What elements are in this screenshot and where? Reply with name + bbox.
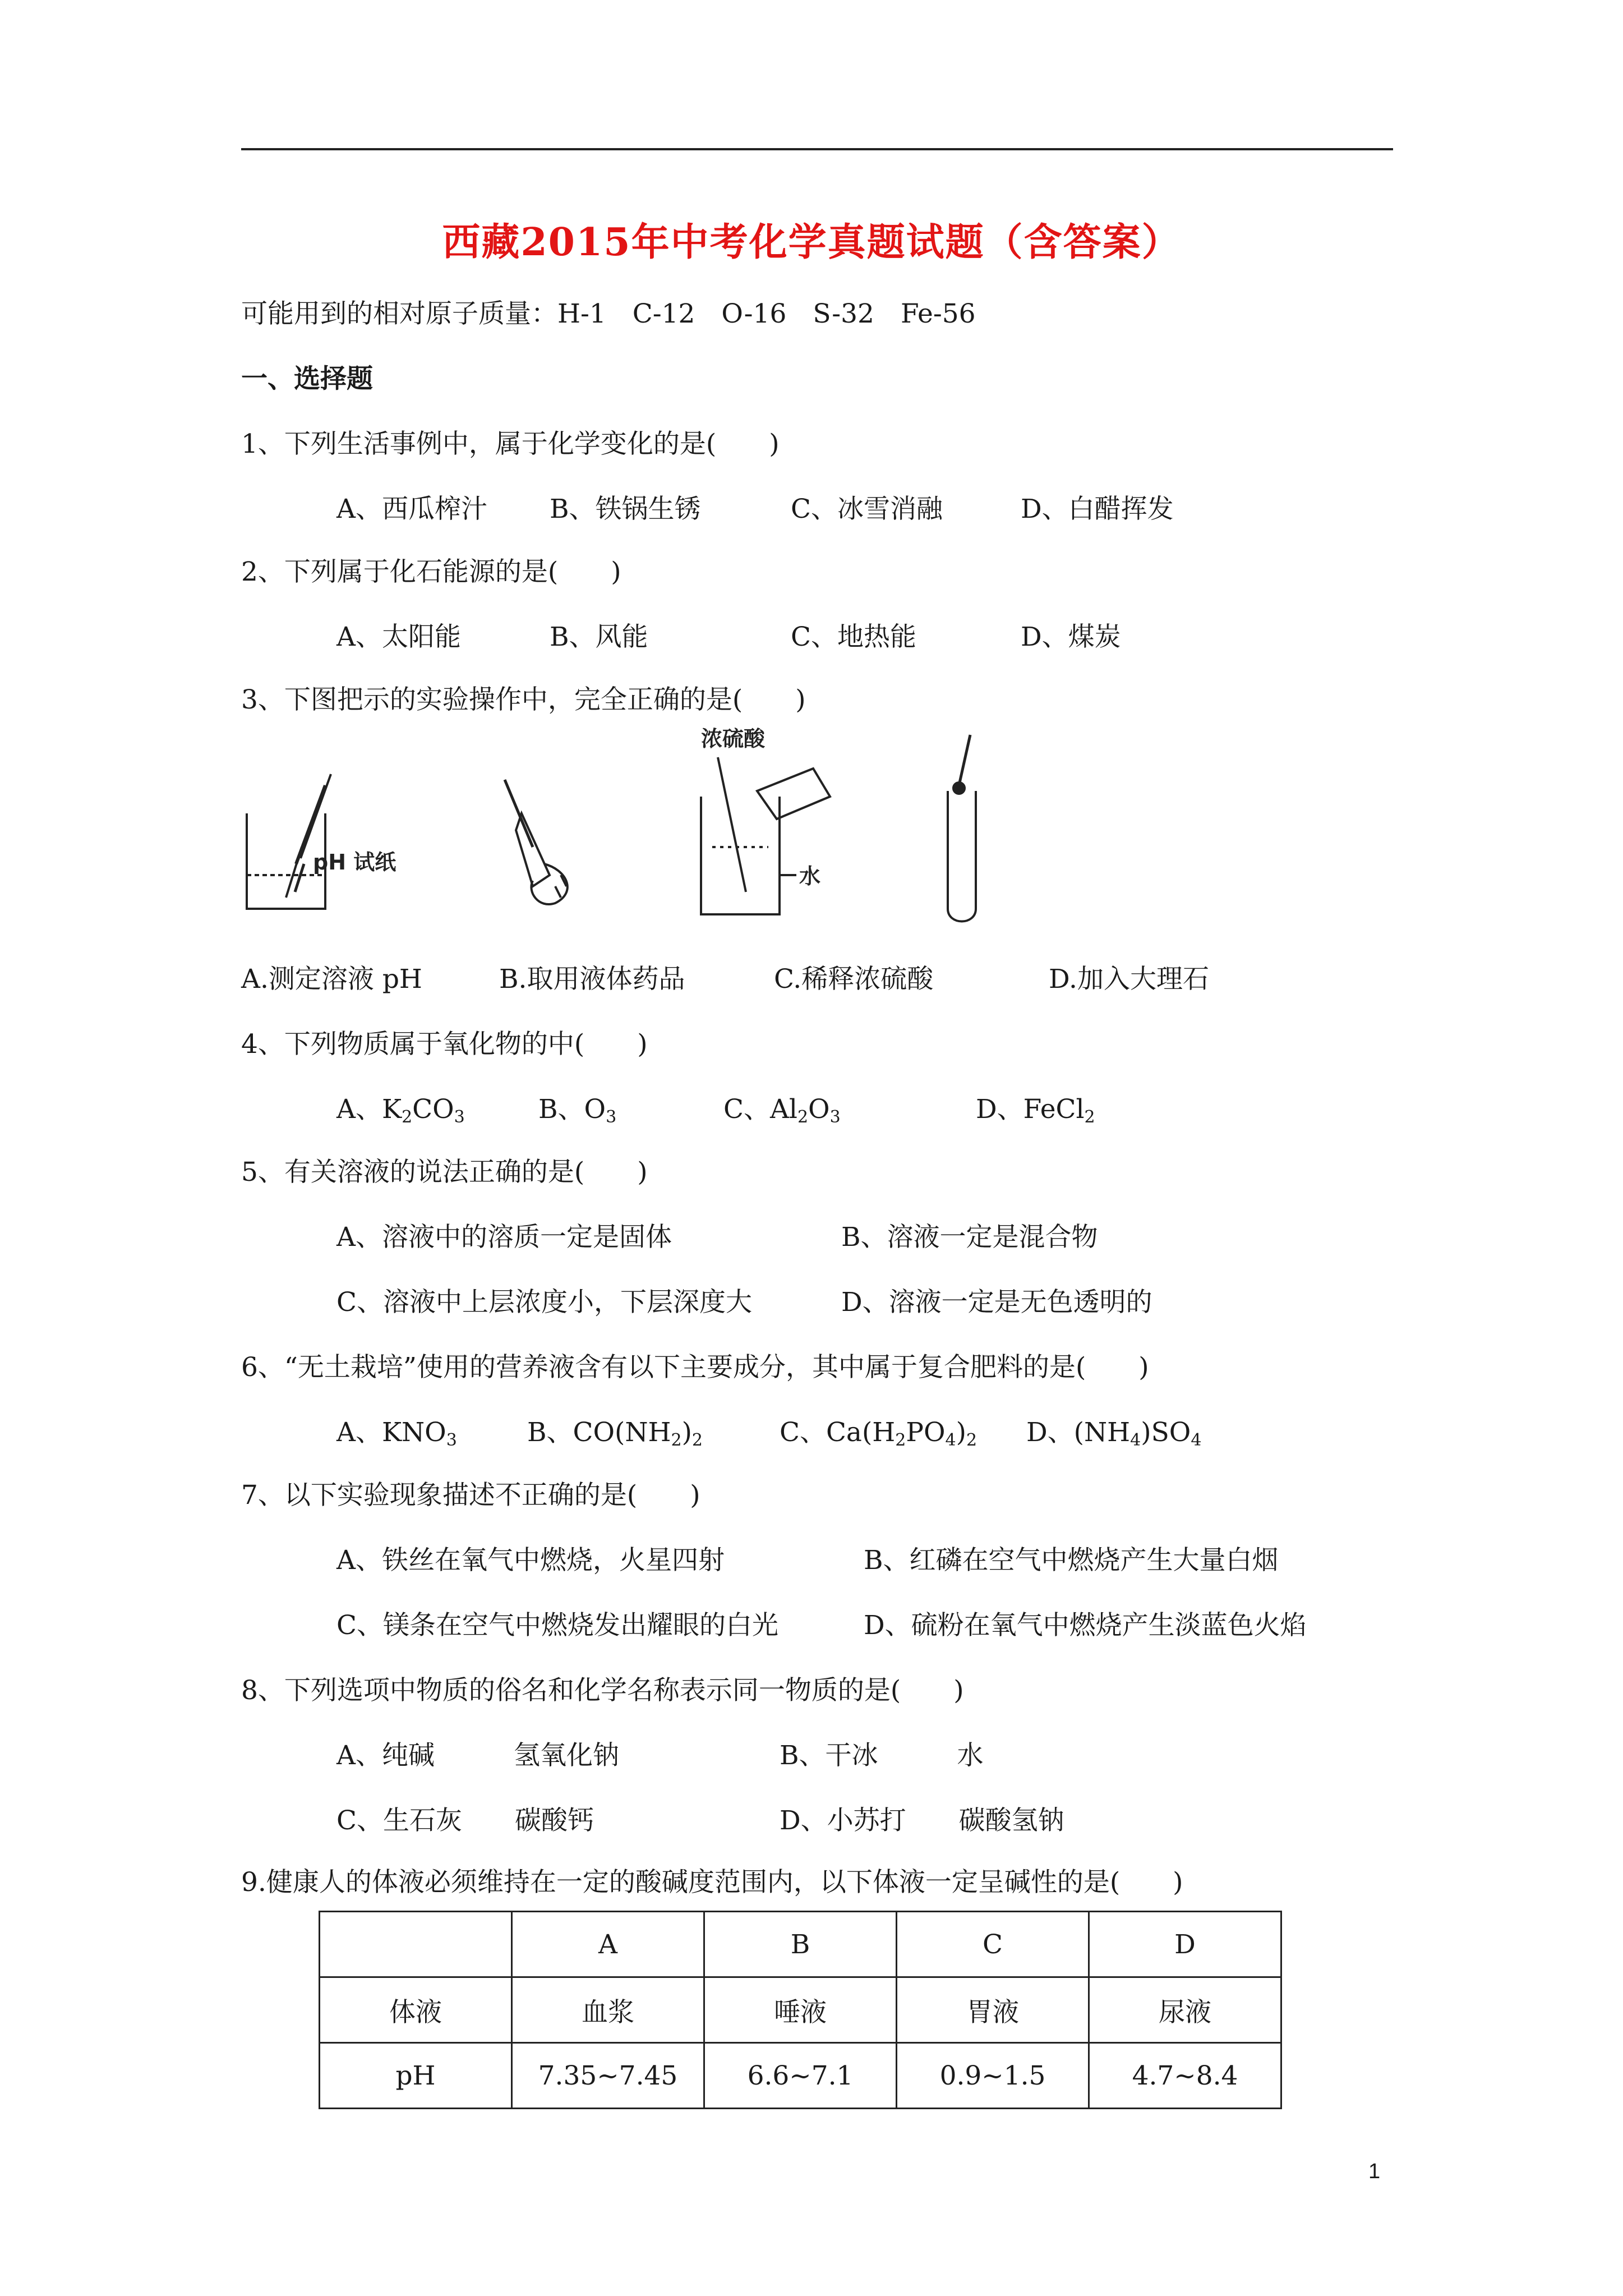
table-cell: 体液 [320, 1977, 512, 2043]
question-8-option-a: A、纯碱 氢氧化钠 [336, 1740, 619, 1771]
table-cell: C [897, 1912, 1089, 1977]
question-1-option-c: C、冰雪消融 [791, 494, 943, 524]
question-6-option-d: D、$(NH_4)SO_4$ [1026, 1417, 1202, 1450]
table-cell: 胃液 [897, 1977, 1089, 2043]
question-3-option-a: A.测定溶液 pH [241, 964, 422, 995]
question-2-option-c: C、地热能 [791, 622, 916, 652]
table-cell: D [1089, 1912, 1281, 1977]
question-2-option-a: A、太阳能 [336, 622, 461, 652]
water-label: 水 [799, 864, 821, 889]
question-5-option-c: C、溶液中上层浓度小，下层深度大 [336, 1287, 752, 1318]
question-2-stem: 2、下列属于化石能源的是( ) [241, 556, 621, 587]
question-7-option-a: A、铁丝在氧气中燃烧，火星四射 [336, 1545, 725, 1576]
table-cell: A [512, 1912, 704, 1977]
figure-b-dropper [482, 746, 617, 937]
question-7-option-b: B、红磷在空气中燃烧产生大量白烟 [864, 1545, 1279, 1576]
figure-a-ph-test [241, 746, 443, 937]
figure-c-dilute-acid [679, 724, 880, 914]
question-4-option-d: D、FeCl$_2$ [976, 1094, 1095, 1127]
header-rule [241, 148, 1393, 150]
question-1-option-b: B、铁锅生锈 [550, 494, 701, 524]
question-3-option-d: D.加入大理石 [1049, 964, 1209, 995]
question-4-option-c: C、$Al_2O_3$ [723, 1094, 841, 1127]
question-5-option-b: B、溶液一定是混合物 [841, 1222, 1098, 1253]
question-7-stem: 7、以下实验现象描述不正确的是( ) [241, 1480, 700, 1511]
question-8-stem: 8、下列选项中物质的俗名和化学名称表示同一物质的是( ) [241, 1675, 964, 1706]
question-9-stem: 9.健康人的体液必须维持在一定的酸碱度范围内，以下体液一定呈碱性的是( ) [241, 1867, 1183, 1898]
question-3-option-b: B.取用液体药品 [499, 964, 685, 995]
atomic-masses: 可能用到的相对原子质量：H-1 C-12 O-16 S-32 Fe-56 [241, 298, 976, 329]
figure-d-marble [931, 724, 1021, 926]
question-5-option-a: A、溶液中的溶质一定是固体 [336, 1222, 672, 1253]
question-5-stem: 5、有关溶液的说法正确的是( ) [241, 1157, 648, 1188]
table-cell [320, 1912, 512, 1977]
ph-paper-label: pH 试纸 [313, 850, 396, 875]
question-6-option-b: B、$CO(NH_2)_2$ [527, 1417, 703, 1450]
experiment-figures [241, 726, 1082, 937]
question-6-option-a: A、$KNO_3$ [336, 1417, 457, 1450]
question-7-option-c: C、镁条在空气中燃烧发出耀眼的白光 [336, 1610, 778, 1641]
question-4-option-a: A、$K_2CO_3$ [336, 1094, 465, 1127]
table-cell: 4.7~8.4 [1089, 2043, 1281, 2109]
question-3-stem: 3、下图把示的实验操作中，完全正确的是( ) [241, 684, 806, 715]
question-5-option-d: D、溶液一定是无色透明的 [841, 1287, 1152, 1318]
ph-table [319, 1911, 1282, 2109]
table-cell: 血浆 [512, 1977, 704, 2043]
table-cell: 尿液 [1089, 1977, 1281, 2043]
question-4-option-b: B、$O_3$ [538, 1094, 617, 1127]
question-4-stem: 4、下列物质属于氧化物的中( ) [241, 1029, 648, 1060]
question-1-stem: 1、下列生活事例中，属于化学变化的是( ) [241, 429, 780, 459]
question-1-option-a: A、西瓜榨汁 [336, 494, 487, 524]
table-cell: 7.35~7.45 [512, 2043, 704, 2109]
table-row [320, 2043, 1281, 2109]
page-title: 西藏2015年中考化学真题试题（含答案） [442, 220, 1181, 265]
question-8-option-d: D、小苏打 碳酸氢钠 [780, 1805, 1064, 1836]
section-heading: 一、选择题 [241, 364, 373, 394]
table-cell: 6.6~7.1 [704, 2043, 897, 2109]
table-cell: 0.9~1.5 [897, 2043, 1089, 2109]
question-2-option-b: B、风能 [550, 622, 648, 652]
question-7-option-d: D、硫粉在氧气中燃烧产生淡蓝色火焰 [864, 1610, 1307, 1641]
question-8-option-c: C、生石灰 碳酸钙 [336, 1805, 594, 1836]
question-8-option-b: B、干冰 水 [780, 1740, 984, 1771]
acid-label: 浓硫酸 [701, 726, 766, 751]
table-row [320, 1977, 1281, 2043]
question-1-option-d: D、白醋挥发 [1021, 494, 1174, 524]
question-2-option-d: D、煤炭 [1021, 622, 1121, 652]
table-row [320, 1912, 1281, 1977]
question-3-option-c: C.稀释浓硫酸 [774, 964, 934, 995]
question-6-option-c: C、$Ca(H_2PO_4)_2$ [780, 1417, 978, 1450]
question-6-stem: 6、“无土栽培”使用的营养液含有以下主要成分，其中属于复合肥料的是( ) [241, 1352, 1149, 1383]
table-cell: B [704, 1912, 897, 1977]
table-cell: pH [320, 2043, 512, 2109]
table-cell: 唾液 [704, 1977, 897, 2043]
page-number: 1 [1368, 2160, 1381, 2183]
